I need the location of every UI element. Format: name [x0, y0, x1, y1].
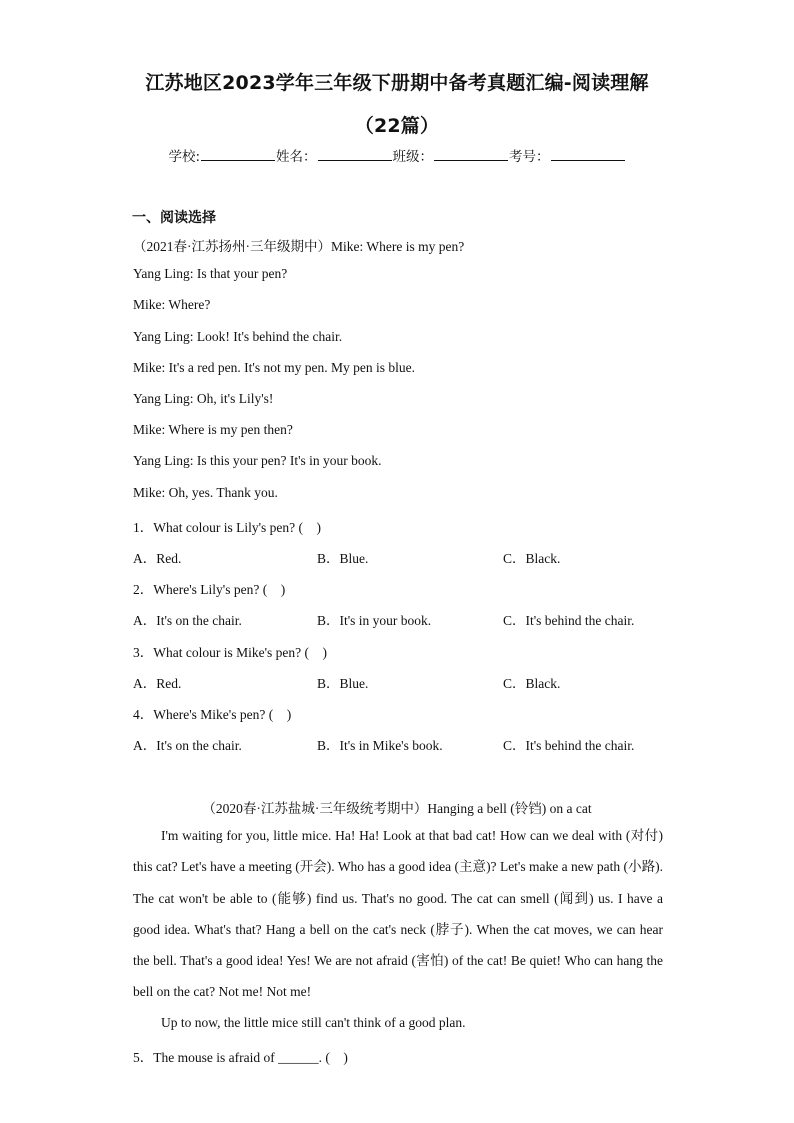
q1-option-b[interactable]: B．Blue.: [317, 551, 369, 566]
question-5: 5．The mouse is afraid of ______. ( ): [133, 1050, 348, 1065]
passage-2-conclusion: Up to now, the little mice still can't think of a good plan.: [161, 1015, 466, 1030]
q1-option-c[interactable]: C．Black.: [503, 551, 561, 566]
name-blank: [318, 147, 392, 161]
document-title: 江苏地区2023学年三年级下册期中备考真题汇编-阅读理解: [145, 72, 649, 94]
q3-option-c[interactable]: C．Black.: [503, 676, 561, 691]
class-label: 班级：: [392, 149, 434, 165]
q3-option-b[interactable]: B．Blue.: [317, 676, 369, 691]
q4-option-b[interactable]: B．It's in Mike's book.: [317, 738, 443, 753]
q4-option-c[interactable]: C．It's behind the chair.: [503, 738, 635, 753]
q4-option-a[interactable]: A．It's on the chair.: [133, 738, 242, 753]
class-blank: [434, 147, 508, 161]
document-title-count: （22篇）: [354, 115, 440, 137]
dialogue-line: （2021春·江苏扬州·三年级期中）Mike: Where is my pen?: [133, 239, 465, 254]
q2-option-a[interactable]: A．It's on the chair.: [133, 613, 242, 628]
passage-2-paragraph: I'm waiting for you, little mice. Ha! Ha! Look at that bad cat! How can we deal with (对付) this cat? Let's have a meeting (开会). Who has a good idea (主意)? Let's make a new path (小路). The cat won't be able to (能够) find us. That's no good. The cat can smell (闻到) us. I have a good idea. What's that? Hang a bell on the cat's neck (脖子). When the cat moves, we can hear the bell. That's a good idea! Yes! We are not afraid (害怕) of the cat! Be quiet! Who can hang the bell on the cat? Not me! Not me!: [133, 828, 663, 1000]
exam-no-blank: [551, 147, 625, 161]
school-blank: [201, 147, 275, 161]
q2-option-c[interactable]: C．It's behind the chair.: [503, 613, 635, 628]
q1-option-a[interactable]: A．Red.: [133, 551, 182, 566]
dialogue-line: Mike: Where?: [133, 297, 211, 312]
q2-option-b[interactable]: B．It's in your book.: [317, 613, 432, 628]
section-heading: 一、阅读选择: [132, 210, 216, 226]
question-1: 1．What colour is Lily's pen? ( ): [133, 520, 322, 535]
name-label: 姓名：: [276, 149, 317, 165]
dialogue-line: Mike: Where is my pen then?: [133, 422, 293, 437]
question-4: 4．Where's Mike's pen? ( ): [133, 707, 292, 722]
school-label: 学校:: [168, 149, 201, 165]
dialogue-line: Yang Ling: Is this your pen? It's in your book.: [133, 453, 382, 468]
question-2: 2．Where's Lily's pen? ( ): [133, 582, 286, 597]
dialogue-line: Mike: Oh, yes. Thank you.: [133, 485, 278, 500]
passage-2-title: （2020春·江苏盐城·三年级统考期中）Hanging a bell (铃铛) on a cat: [202, 801, 592, 816]
dialogue-line: Yang Ling: Oh, it's Lily's!: [133, 391, 274, 406]
student-info-row: [0, 145, 794, 165]
exam-no-label: 考号：: [509, 149, 550, 165]
q3-option-a[interactable]: A．Red.: [133, 676, 182, 691]
dialogue-line: Yang Ling: Is that your pen?: [133, 266, 288, 281]
dialogue-line: Yang Ling: Look! It's behind the chair.: [133, 329, 343, 344]
dialogue-line: Mike: It's a red pen. It's not my pen. My pen is blue.: [133, 360, 415, 375]
question-3: 3．What colour is Mike's pen? ( ): [133, 645, 328, 660]
